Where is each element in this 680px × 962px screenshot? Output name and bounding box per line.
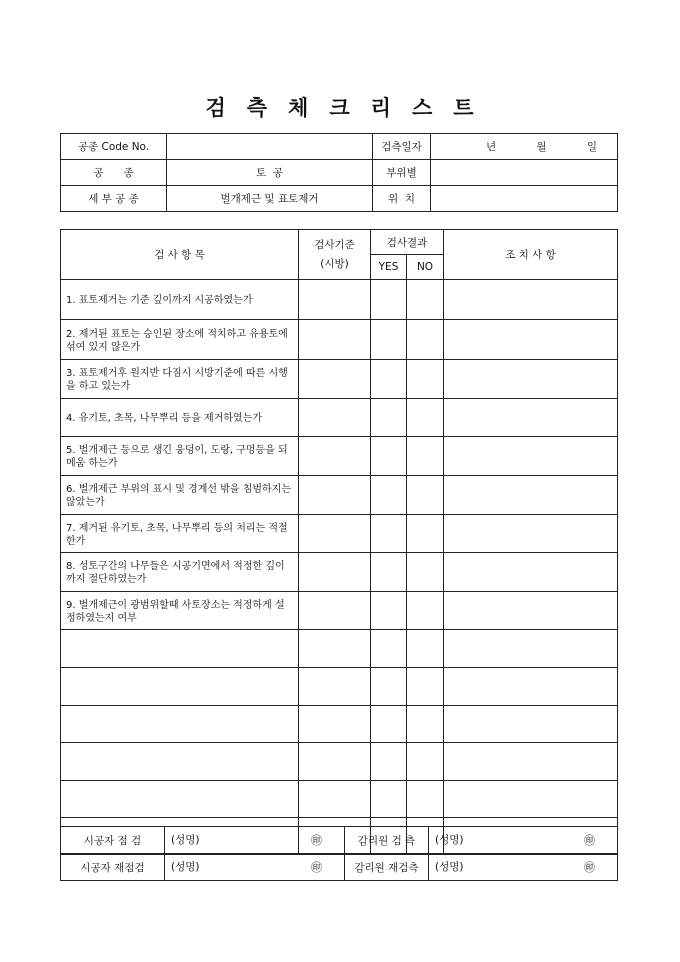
page-title (0, 92, 680, 122)
no-cell[interactable] (407, 280, 444, 320)
action-cell[interactable] (444, 630, 618, 668)
yes-cell[interactable] (371, 437, 407, 476)
contractor-reinspect-label: 시공자 재점검 (61, 854, 165, 881)
supervisor-reinspect-signature[interactable] (429, 854, 618, 881)
col-result-header: 검사결과 (371, 230, 444, 255)
checklist-row (61, 592, 618, 630)
work-type-label: 공 종 (61, 160, 167, 186)
contractor-inspect-signature[interactable] (165, 827, 345, 854)
checklist-row (61, 630, 618, 668)
checklist-item-text: 2. 제거된 표토는 승인된 장소에 적치하고 유용토에 섞여 있지 않은가 (61, 320, 299, 360)
signature-label: (성명) (435, 861, 464, 873)
no-cell[interactable] (407, 320, 444, 360)
code-label: 공종 Code No. (61, 134, 167, 160)
checklist-item-text (61, 781, 299, 818)
yes-cell[interactable] (371, 781, 407, 818)
criteria-cell[interactable] (299, 553, 371, 592)
supervisor-inspect-signature[interactable] (429, 827, 618, 854)
action-cell[interactable] (444, 399, 618, 437)
criteria-cell[interactable] (299, 399, 371, 437)
yes-cell[interactable] (371, 668, 407, 706)
col-action-header: 조 치 사 항 (444, 230, 618, 280)
date-month-label: 월 (536, 141, 547, 153)
checklist-item-text (61, 743, 299, 781)
seal-icon: ㊞ (584, 834, 595, 847)
title-char: 측 (246, 95, 269, 120)
col-items-header: 검 사 항 목 (61, 230, 299, 280)
location-label: 위 치 (373, 186, 431, 212)
checklist-item-text: 7. 제거된 유기토, 초목, 나무뿌리 등의 처리는 적절한가 (61, 515, 299, 553)
inspect-date-field[interactable] (431, 134, 618, 160)
yes-cell[interactable] (371, 515, 407, 553)
no-cell[interactable] (407, 476, 444, 515)
criteria-cell[interactable] (299, 743, 371, 781)
checklist-row (61, 437, 618, 476)
title-char: 검 (205, 95, 227, 120)
checklist-item-text: 1. 표토제거는 기준 깊이까지 시공하였는가 (61, 280, 299, 320)
contractor-inspect-label: 시공자 점 검 (61, 827, 165, 854)
checklist-table (60, 229, 618, 855)
action-cell[interactable] (444, 280, 618, 320)
checklist-row (61, 320, 618, 360)
criteria-cell[interactable] (299, 360, 371, 399)
signature-label: (성명) (171, 861, 200, 873)
yes-cell[interactable] (371, 476, 407, 515)
checklist-row (61, 553, 618, 592)
yes-cell[interactable] (371, 280, 407, 320)
yes-cell[interactable] (371, 320, 407, 360)
checklist-row (61, 476, 618, 515)
checklist-row (61, 280, 618, 320)
checklist-row (61, 668, 618, 706)
yes-cell[interactable] (371, 743, 407, 781)
signature-label: (성명) (435, 834, 464, 846)
criteria-cell[interactable] (299, 320, 371, 360)
no-cell[interactable] (407, 592, 444, 630)
work-type-value[interactable]: 토 공 (167, 160, 373, 186)
checklist-item-text: 8. 성토구간의 나무들은 시공기면에서 적정한 깊이까지 절단하였는가 (61, 553, 299, 592)
yes-cell[interactable] (371, 399, 407, 437)
signature-label: (성명) (171, 834, 200, 846)
action-cell[interactable] (444, 515, 618, 553)
action-cell[interactable] (444, 592, 618, 630)
checklist-item-text (61, 706, 299, 743)
criteria-cell[interactable] (299, 280, 371, 320)
checklist-row (61, 360, 618, 399)
col-criteria-header (299, 230, 371, 280)
action-cell[interactable] (444, 781, 618, 818)
seal-icon: ㊞ (584, 861, 595, 874)
criteria-cell[interactable] (299, 437, 371, 476)
no-cell[interactable] (407, 706, 444, 743)
date-day-label: 일 (586, 141, 597, 153)
checklist-item-text: 6. 벌개제근 부위의 표시 및 경계선 밖을 침범하지는 않았는가 (61, 476, 299, 515)
criteria-cell[interactable] (299, 668, 371, 706)
checklist-row (61, 743, 618, 781)
checklist-item-text: 5. 벌개제근 등으로 생긴 웅덩이, 도랑, 구멍등을 되메움 하는가 (61, 437, 299, 476)
checklist-item-text: 9. 벌개제근이 광범위할때 사토장소는 적정하게 설정하였는지 여부 (61, 592, 299, 630)
code-value-field[interactable] (167, 134, 373, 160)
checklist-row (61, 706, 618, 743)
checklist-item-text: 4. 유기토, 초목, 나무뿌리 등을 제거하였는가 (61, 399, 299, 437)
sub-work-value[interactable]: 벌개제근 및 표토제거 (167, 186, 373, 212)
action-cell[interactable] (444, 437, 618, 476)
action-cell[interactable] (444, 360, 618, 399)
action-cell[interactable] (444, 668, 618, 706)
action-cell[interactable] (444, 476, 618, 515)
col-no-header: NO (407, 255, 444, 280)
no-cell[interactable] (407, 743, 444, 781)
no-cell[interactable] (407, 360, 444, 399)
no-cell[interactable] (407, 553, 444, 592)
criteria-cell[interactable] (299, 630, 371, 668)
yes-cell[interactable] (371, 553, 407, 592)
sub-work-label: 세 부 공 종 (61, 186, 167, 212)
date-year-label: 년 (486, 141, 497, 153)
no-cell[interactable] (407, 399, 444, 437)
no-cell[interactable] (407, 630, 444, 668)
yes-cell[interactable] (371, 360, 407, 399)
part-value-field[interactable] (431, 160, 618, 186)
part-label: 부위별 (373, 160, 431, 186)
yes-cell[interactable] (371, 630, 407, 668)
contractor-reinspect-signature[interactable] (165, 854, 345, 881)
inspect-date-label: 검측일자 (373, 134, 431, 160)
yes-cell[interactable] (371, 706, 407, 743)
signature-table (60, 826, 618, 881)
no-cell[interactable] (407, 515, 444, 553)
location-value-field[interactable] (431, 186, 618, 212)
no-cell[interactable] (407, 668, 444, 706)
no-cell[interactable] (407, 781, 444, 818)
title-char: 리 (370, 95, 392, 120)
action-cell[interactable] (444, 553, 618, 592)
criteria-cell[interactable] (299, 476, 371, 515)
checklist-row (61, 781, 618, 818)
action-cell[interactable] (444, 743, 618, 781)
col-criteria-line1: 검사기준 (314, 238, 355, 251)
supervisor-reinspect-label: 감리원 재검측 (345, 854, 429, 881)
seal-icon: ㊞ (311, 861, 322, 874)
checklist-item-text: 3. 표토제거후 원지반 다짐시 시방기준에 따른 시행을 하고 있는가 (61, 360, 299, 399)
supervisor-inspect-label: 감리원 검 측 (345, 827, 429, 854)
title-char: 스 (411, 95, 434, 120)
header-table (60, 133, 618, 212)
checklist-item-text (61, 668, 299, 706)
title-char: 체 (288, 95, 310, 120)
checklist-item-text (61, 630, 299, 668)
title-char: 트 (453, 95, 475, 120)
no-cell[interactable] (407, 437, 444, 476)
title-char: 크 (329, 95, 351, 120)
checklist-row (61, 515, 618, 553)
criteria-cell[interactable] (299, 781, 371, 818)
col-criteria-line2: (시방) (320, 257, 349, 270)
yes-cell[interactable] (371, 592, 407, 630)
action-cell[interactable] (444, 706, 618, 743)
criteria-cell[interactable] (299, 592, 371, 630)
checklist-row (61, 399, 618, 437)
criteria-cell[interactable] (299, 515, 371, 553)
col-yes-header: YES (371, 255, 407, 280)
criteria-cell[interactable] (299, 706, 371, 743)
seal-icon: ㊞ (311, 834, 322, 847)
action-cell[interactable] (444, 320, 618, 360)
